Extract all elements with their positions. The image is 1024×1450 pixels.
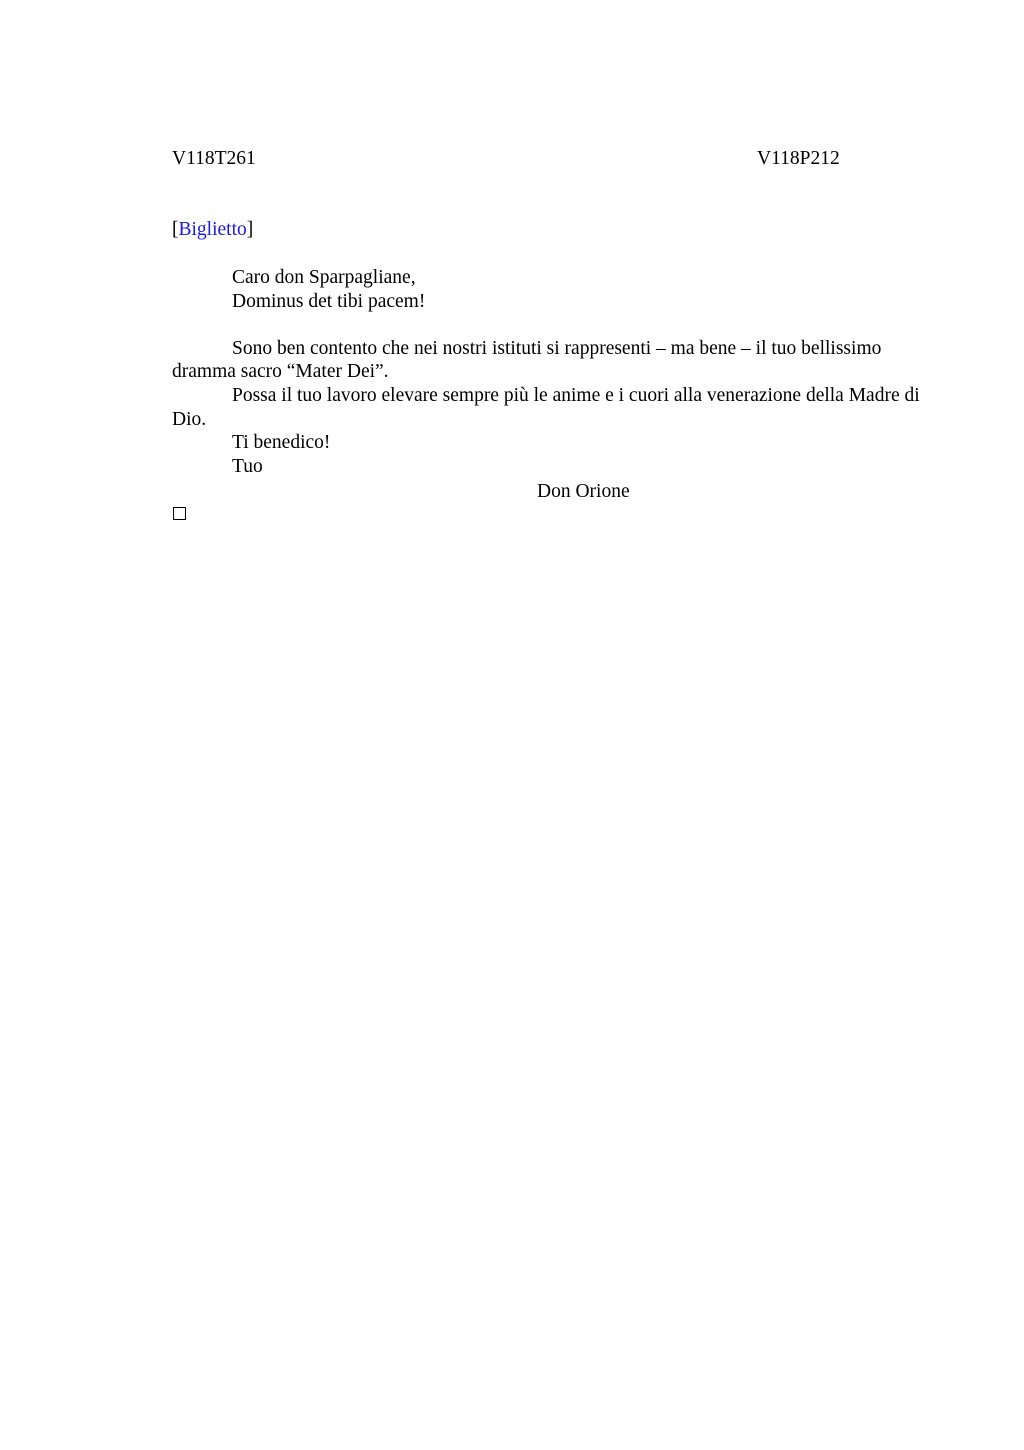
letter-salutation: Caro don Sparpagliane, — [232, 267, 416, 288]
letter-greeting: Dominus det tibi pacem! — [232, 290, 426, 312]
paragraph-gap — [172, 313, 932, 337]
heading-open-bracket: [ — [172, 219, 179, 240]
document-heading — [172, 218, 253, 242]
heading-close-bracket: ] — [246, 219, 254, 240]
letter-closing: Tuo — [232, 455, 263, 477]
letter-paragraph: Sono ben contento che nei nostri istituti si rappresenti – ma bene – il tuo bellissimo dramma sacro “Mater Dei”. — [172, 337, 882, 383]
letter-signature: Don Orione — [537, 481, 630, 502]
square-outline-icon — [173, 507, 186, 520]
letter-body — [172, 266, 932, 478]
reference-code-left: V118T261 — [172, 148, 256, 169]
letter-blessing: Ti benedico! — [232, 432, 331, 454]
letter-paragraph: Possa il tuo lavoro elevare sempre più le anime e i cuori alla venerazione della Madre di Dio. — [172, 384, 920, 430]
heading-link-biglietto[interactable]: Biglietto — [178, 219, 247, 240]
reference-code-right: V118P212 — [757, 148, 840, 169]
